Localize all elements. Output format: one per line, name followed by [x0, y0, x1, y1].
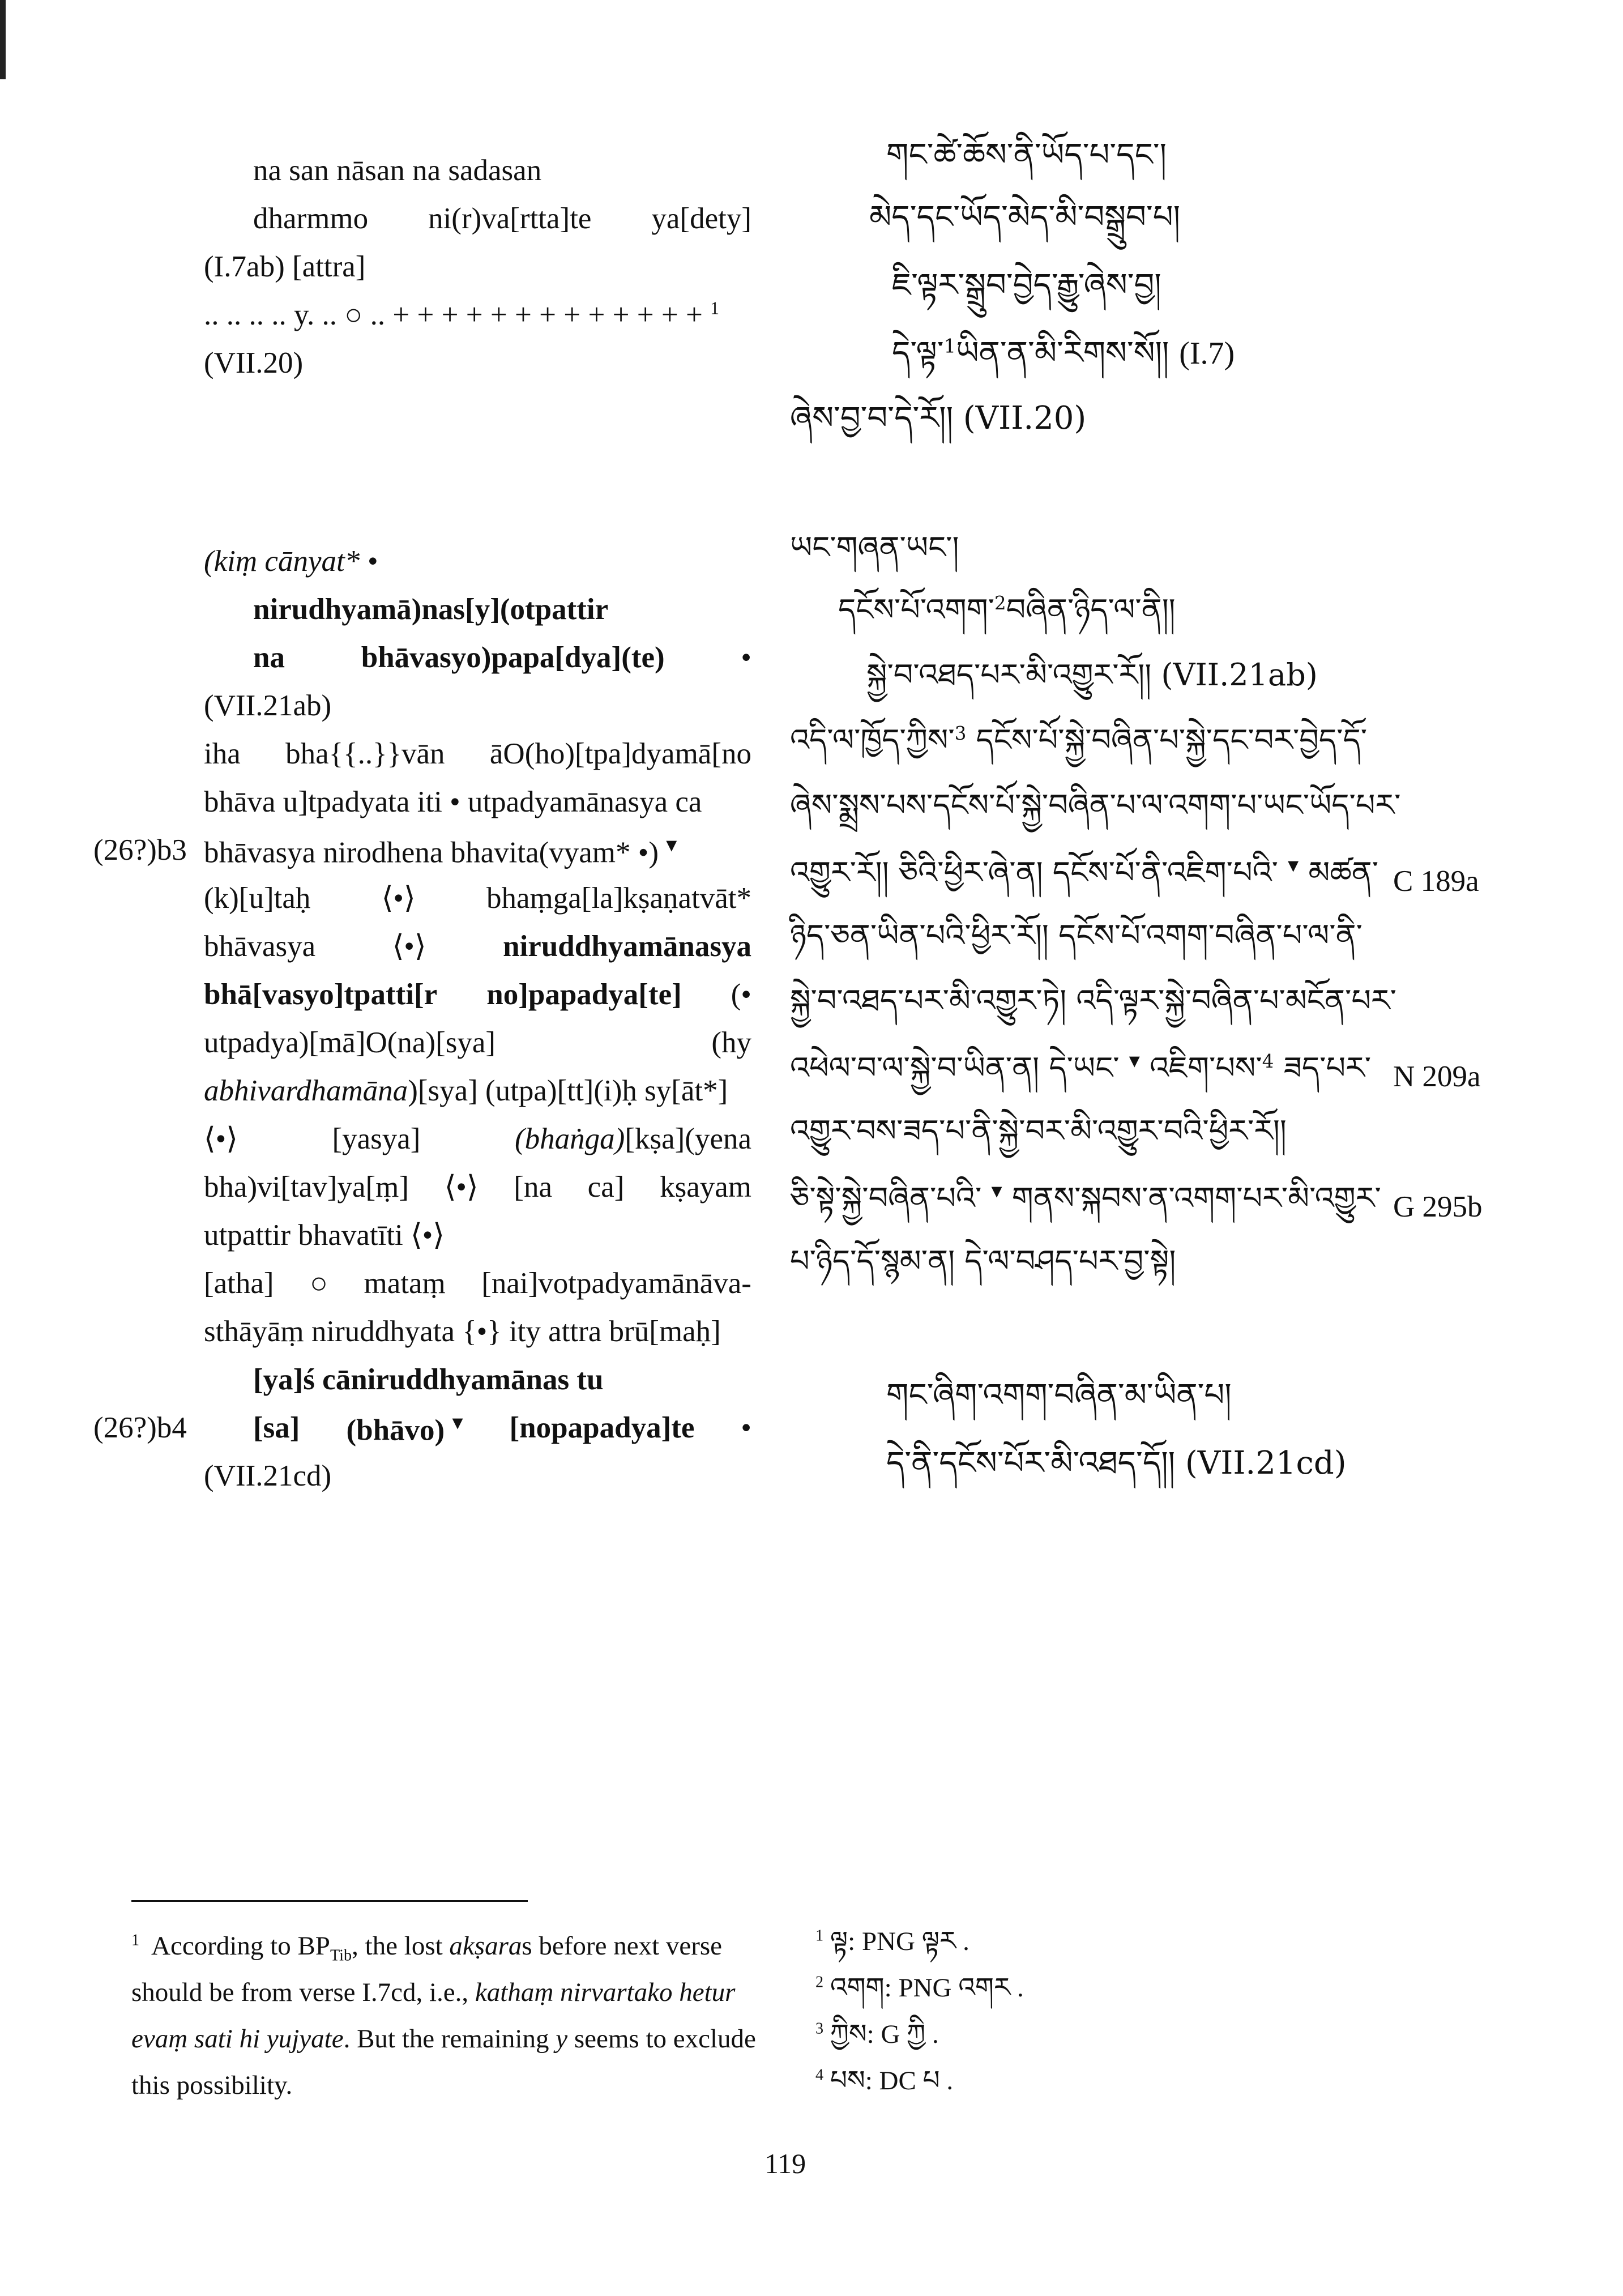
skt-line: (VII.20): [204, 347, 304, 379]
lacuna-text: .. .. .. .. y. .. ○ .. + + + + + + + + + + + + +: [204, 298, 703, 331]
tib-verse-line: གང་ཞིག་འགག་བཞིན་མ་ཡིན་པ།: [886, 1377, 1232, 1414]
skt-line: abhivardhamāna)[sya] (utpa)[tt](i)ḥ sy[āt*]: [204, 1074, 728, 1107]
skt-line: bhāvasya nirodhena bhavita(vyam* •) ▾: [204, 833, 677, 869]
skt-line: utpadya)[mā]O(na)[sya] (hy: [204, 1026, 751, 1059]
tib-footnote-1: $^1$ ལྟ: PNG ལྟར .: [815, 1926, 969, 1957]
skt-verse: [sa] (bhāvo) ▾ [nopapadya]te •: [253, 1411, 751, 1447]
skt-word: ya[dety]: [651, 202, 751, 235]
tib-verse-line: སྐྱེ་བ་འཐད་པར་མི་འགྱུར་རོ།། (VII.21ab): [866, 657, 1318, 693]
tib-line: འདི་ལ་ཁྱོད་ཀྱིས་$^3$ དངོས་པོ་སྐྱེ་བཞིན་པ་སྐྱེ་དང་བར་བྱེད་དོ་: [790, 722, 1368, 758]
skt-verse: [ya]ś cāniruddhyamānas tu: [253, 1363, 604, 1396]
tib-verse-line: མེད་དང་ཡོད་མེད་མི་བསྒྲུབ་པ།: [869, 199, 1181, 236]
tib-line: ཞེས་སྨྲས་པས་དངོས་པོ་སྐྱེ་བཞིན་པ་ལ་འགག་པ་ཡང་ཡོད་པར་: [790, 787, 1401, 823]
footnote-ref: 1: [710, 298, 720, 318]
skt-line: (VII.21ab): [204, 689, 332, 722]
tib-verse-line: དངོས་པོ་འགག་$^2$བཞིན་ཉིད་ལ་ནི།།: [838, 592, 1176, 628]
margin-ref-g: G 295b: [1393, 1190, 1483, 1223]
skt-line: (k)[u]taḥ ⟨•⟩ bhaṃga[la]kṣaṇatvāt*: [204, 882, 751, 915]
skt-line: (kiṃ cānyat* •: [204, 545, 378, 578]
skt-line: [253, 201, 751, 237]
tib-line: ཅི་སྟེ་སྐྱེ་བཞིན་པའི་ ▾ གནས་སྐབས་ན་འགག་པར་མི་འགྱུར་: [790, 1178, 1381, 1216]
skt-line: [atha] ○ mataṃ [nai]votpadyamānāva-: [204, 1267, 751, 1300]
skt-line: na san nāsan na sadasan: [253, 154, 542, 187]
page-number: 119: [764, 2148, 806, 2179]
skt-line: ⟨•⟩ [yasya] (bhaṅga)[kṣa](yena: [204, 1123, 751, 1155]
tib-line: སྐྱེ་བ་འཐད་པར་མི་འགྱུར་ཏེ། འདི་ལྟར་སྐྱེ་བཞིན་པ་མངོན་པར་: [790, 983, 1396, 1018]
tib-line: ཞེས་བྱ་བ་དེ་རོ།། (VII.20): [790, 400, 1087, 437]
tib-line: ཉིད་ཅན་ཡིན་པའི་ཕྱིར་རོ།། དངོས་པོ་འགག་བཞིན་པ་ལ་ནི་: [790, 917, 1363, 953]
skt-verse: nirudhyamā)nas[y](otpattir: [253, 593, 609, 626]
tib-footnote-2: $^2$ འགག: PNG འགར .: [815, 1972, 1024, 2003]
tib-footnote-3: $^3$ ཀྱིས: G ཀྱི .: [815, 2018, 939, 2050]
skt-line: iha bha{{..}}vān āO(ho)[tpa]dyamā[no: [204, 737, 751, 770]
page-edge-mark: [0, 0, 6, 79]
skt-verse: na bhāvasyo)papa[dya](te) •: [253, 641, 751, 674]
tib-verse-line: དེ་ནི་དངོས་པོར་མི་འཐད་དོ།། (VII.21cd): [886, 1445, 1347, 1482]
footnote-ref: 1: [943, 335, 956, 357]
folio-mark-b4: (26?)b4: [93, 1411, 187, 1444]
footnote-1-line: should be from verse I.7cd, i.e., kathaṃ nirvartako hetur: [131, 1978, 736, 2007]
margin-ref-n: N 209a: [1393, 1060, 1481, 1093]
tib-verse-line: གང་ཚེ་ཆོས་ནི་ཡོད་པ་དང་།: [886, 136, 1167, 173]
skt-line: bha)vi[tav]ya[ṃ] ⟨•⟩ [na ca] kṣayam: [204, 1171, 751, 1204]
skt-word: dharmmo: [253, 202, 369, 235]
skt-line: sthāyāṃ niruddhyata {•} ity attra brū[maḥ]: [204, 1315, 721, 1348]
skt-line: (I.7ab) [attra]: [204, 250, 366, 283]
skt-line: (VII.21cd): [204, 1459, 332, 1492]
tib-line: འཕེལ་བ་ལ་སྐྱེ་བ་ཡིན་ན། དེ་ཡང་ ▾ འཇིག་པས་$^4$ ཟད་པར་: [790, 1048, 1372, 1086]
footnote-1-line: this possibility.: [131, 2071, 293, 2100]
skt-word: ni(r)va[rtta]te: [428, 202, 592, 235]
footnote-1-line: evaṃ sati hi yujyate. But the remaining y seems to exclude: [131, 2024, 756, 2054]
tib-line: པ་ཉིད་དོ་སྙམ་ན། དེ་ལ་བཤད་པར་བྱ་སྟེ།: [790, 1243, 1176, 1279]
tib-line: ཡང་གཞན་ཡང་།: [790, 530, 959, 565]
footnote-rule: [131, 1900, 528, 1902]
skt-line: bhāvasya ⟨•⟩ niruddhyamānasya: [204, 930, 751, 963]
skt-line: bhāva u]tpadyata iti • utpadyamānasya ca: [204, 786, 702, 818]
footnote-1: $^1$ According to $BP_{Tib}$, the lost akṣaras before next verse: [131, 1931, 723, 1965]
tib-verse-line: ཇི་ལྟར་སྒྲུབ་བྱེད་རྒྱུ་ཞེས་བྱ།: [892, 267, 1161, 304]
tib-verse-line: དེ་ལྟ་$^1$ཡིན་ན་མི་རིགས་སོ།། (I.7): [892, 335, 1235, 372]
tib-line: འགྱུར་རོ།། ཅིའི་ཕྱིར་ཞེ་ན། དངོས་པོ་ནི་འཇིག་པའི་ ▾ མཚན་: [790, 852, 1379, 890]
tib-line: འགྱུར་བས་ཟད་པ་ནི་སྐྱེ་བར་མི་འགྱུར་བའི་ཕྱིར་རོ།།: [790, 1113, 1287, 1149]
skt-line: utpattir bhavatīti ⟨•⟩: [204, 1219, 445, 1252]
tib-footnote-4: $^4$ པས: DC པ .: [815, 2065, 954, 2096]
margin-ref-c: C 189a: [1393, 865, 1479, 898]
folio-mark-b3: (26?)b3: [93, 834, 187, 867]
skt-line: [204, 297, 719, 334]
skt-line: bhā[vasyo]tpatti[r no]papadya[te] (•: [204, 978, 751, 1011]
